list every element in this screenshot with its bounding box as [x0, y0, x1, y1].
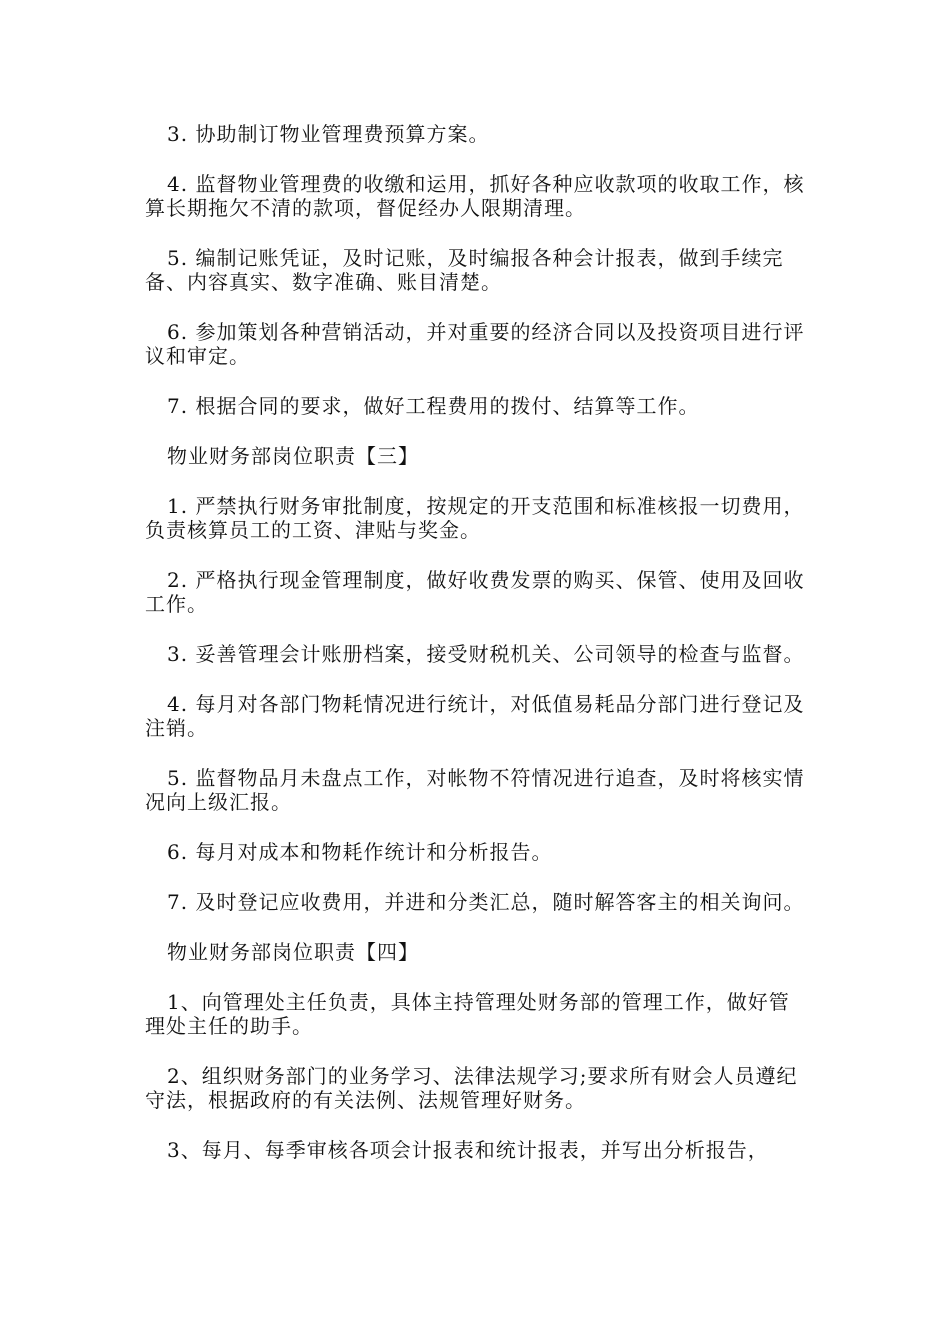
paragraph: 4. 监督物业管理费的收缴和运用，抓好各种应收款项的收取工作，核算长期拖欠不清的款项，督促经办人限期清理。	[145, 172, 805, 220]
paragraph: 5. 编制记账凭证，及时记账，及时编报各种会计报表，做到手续完备、内容真实、数字准确、账目清楚。	[145, 246, 784, 294]
paragraph: 3. 妥善管理会计账册档案，接受财税机关、公司领导的检查与监督。	[167, 642, 805, 666]
paragraph: 5. 监督物品月未盘点工作，对帐物不符情况进行追查，及时将核实情况向上级汇报。	[145, 766, 805, 814]
paragraph: 1. 严禁执行财务审批制度，按规定的开支范围和标准核报一切费用，负责核算员工的工资、津贴与奖金。	[145, 494, 805, 542]
paragraph: 7. 及时登记应收费用，并进和分类汇总，随时解答客主的相关询问。	[167, 890, 805, 914]
paragraph: 3. 协助制订物业管理费预算方案。	[167, 122, 490, 146]
paragraph: 7. 根据合同的要求，做好工程费用的拨付、结算等工作。	[167, 394, 700, 418]
paragraph: 1、向管理处主任负责，具体主持管理处财务部的管理工作，做好管理处主任的助手。	[145, 990, 790, 1038]
paragraph: 6. 参加策划各种营销活动，并对重要的经济合同以及投资项目进行评议和审定。	[145, 320, 805, 368]
paragraph: 3、每月、每季审核各项会计报表和统计报表，并写出分析报告，	[167, 1138, 769, 1162]
section-heading: 物业财务部岗位职责【三】	[167, 444, 419, 468]
paragraph: 4. 每月对各部门物耗情况进行统计，对低值易耗品分部门进行登记及注销。	[145, 692, 805, 740]
paragraph: 6. 每月对成本和物耗作统计和分析报告。	[167, 840, 553, 864]
section-heading: 物业财务部岗位职责【四】	[167, 940, 419, 964]
paragraph: 2. 严格执行现金管理制度，做好收费发票的购买、保管、使用及回收工作。	[145, 568, 805, 616]
document-page	[145, 122, 810, 1188]
paragraph: 2、组织财务部门的业务学习、法律法规学习;要求所有财会人员遵纪守法，根据政府的有关法例、法规管理好财务。	[145, 1064, 798, 1112]
